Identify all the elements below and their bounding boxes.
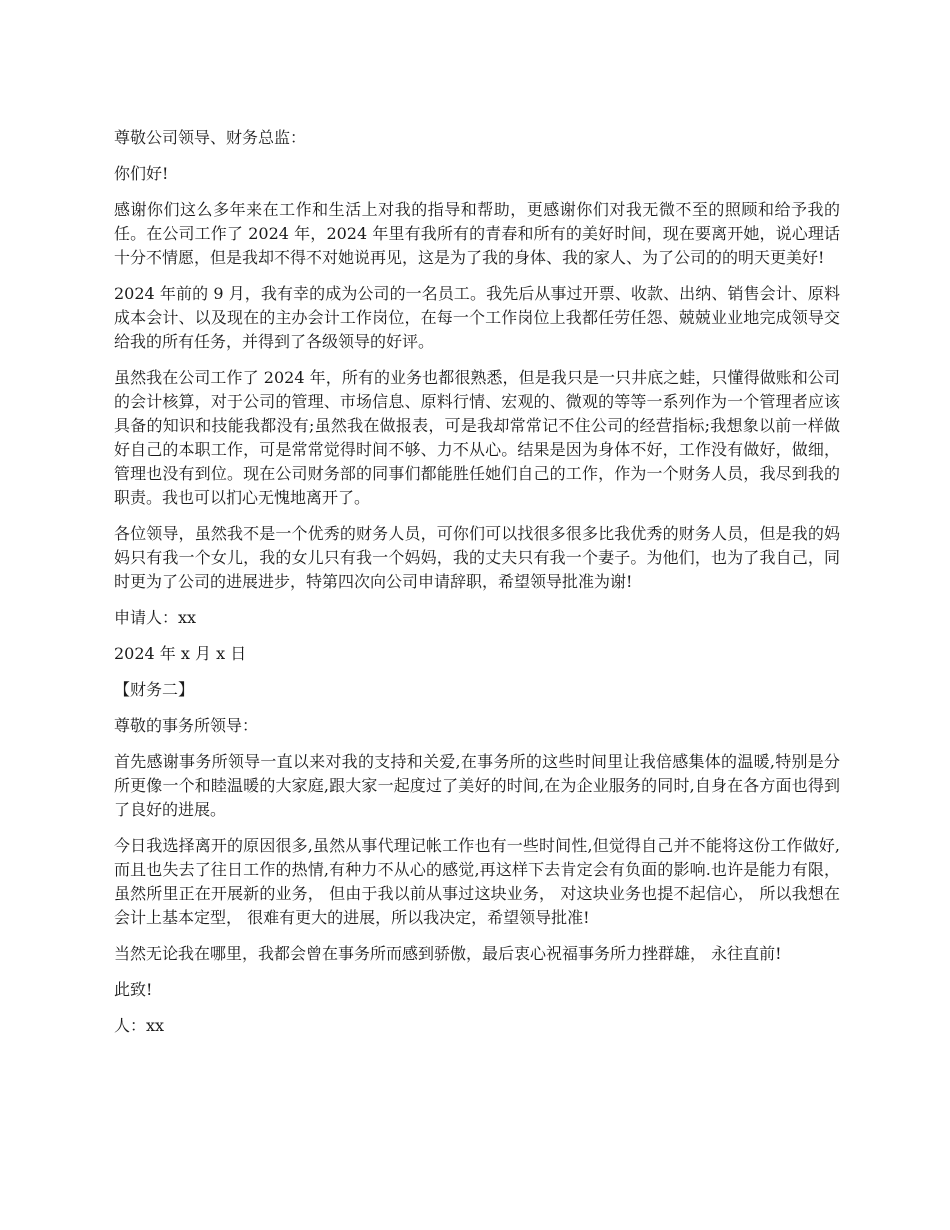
letter1-paragraph: 2024 年前的 9 月，我有幸的成为公司的一名员工。我先后从事过开票、收款、出纳、销售会计、原料成本会计、以及现在的主办会计工作岗位，在每一个工作岗位上我都任劳任怨、兢兢业业地完成领导交给我的所有任务，并得到了各级领导的好评。 [114,284,840,351]
letter1-date: 2024 年 x 月 x 日 [114,644,247,663]
document-page [114,126,840,1050]
letter1-paragraph: 虽然我在公司工作了 2024 年，所有的业务也都很熟悉，但是我只是一只井底之蛙，只懂得做账和公司的会计核算，对于公司的管理、市场信息、原料行情、宏观的、微观的等等一系列作为一个管理者应该具备的知识和技能我都没有;虽然我在做报表，可是我却常常记不住公司的经营指标;我想象以前一样做好自己的本职工作，可是常常觉得时间不够、力不从心。结果是因为身体不好，工作没有做好，做细，管理也没有到位。现在公司财务部的同事们都能胜任她们自己的工作，作为一个财务人员，我尽到我的职责。我也可以扪心无愧地离开了。 [114,368,840,507]
section-heading: 【财务二】 [114,680,195,699]
letter1-paragraph: 感谢你们这么多年来在工作和生活上对我的指导和帮助，更感谢你们对我无微不至的照顾和给予我的任。在公司工作了 2024 年，2024 年里有我所有的青春和所有的美好时间，现在要离开她，说心理话十分不情愿，但是我却不得不对她说再见，这是为了我的身体、我的家人、为了公司的的明天更美好! [114,200,840,267]
letter1-paragraph: 各位领导，虽然我不是一个优秀的财务人员，可你们可以找很多很多比我优秀的财务人员，但是我的妈妈只有我一个女儿，我的女儿只有我一个妈妈，我的丈夫只有我一个妻子。为他们，也为了我自己，同时更为了公司的进展进步，特第四次向公司申请辞职，希望领导批准为谢! [114,524,840,591]
letter1-greeting: 你们好! [114,164,169,183]
letter2-signer: 人：xx [114,1016,165,1035]
letter1-applicant: 申请人：xx [114,608,197,627]
letter2-paragraph: 当然无论我在哪里，我都会曾在事务所而感到骄傲，最后衷心祝福事务所力挫群雄， 永往直前! [114,944,782,963]
letter2-paragraph: 首先感谢事务所领导一直以来对我的支持和关爱,在事务所的这些时间里让我倍感集体的温暖,特别是分所更像一个和睦温暖的大家庭,跟大家一起度过了美好的时间,在为企业服务的同时,自身在各方面也得到了良好的进展。 [114,752,840,819]
letter2-salutation: 尊敬的事务所领导： [114,716,259,735]
letter1-salutation: 尊敬公司领导、财务总监： [114,128,307,147]
letter2-closing: 此致! [114,980,153,999]
letter2-paragraph: 今日我选择离开的原因很多,虽然从事代理记帐工作也有一些时间性,但觉得自己并不能将这份工作做好,而且也失去了往日工作的热情,有种力不从心的感觉,再这样下去肯定会有负面的影响.也许是能力有限，虽然所里正在开展新的业务， 但由于我以前从事过这块业务， 对这块业务也提不起信心， 所以我想在会计上基本定型， 很难有更大的进展，所以我决定，希望领导批准! [114,836,840,927]
